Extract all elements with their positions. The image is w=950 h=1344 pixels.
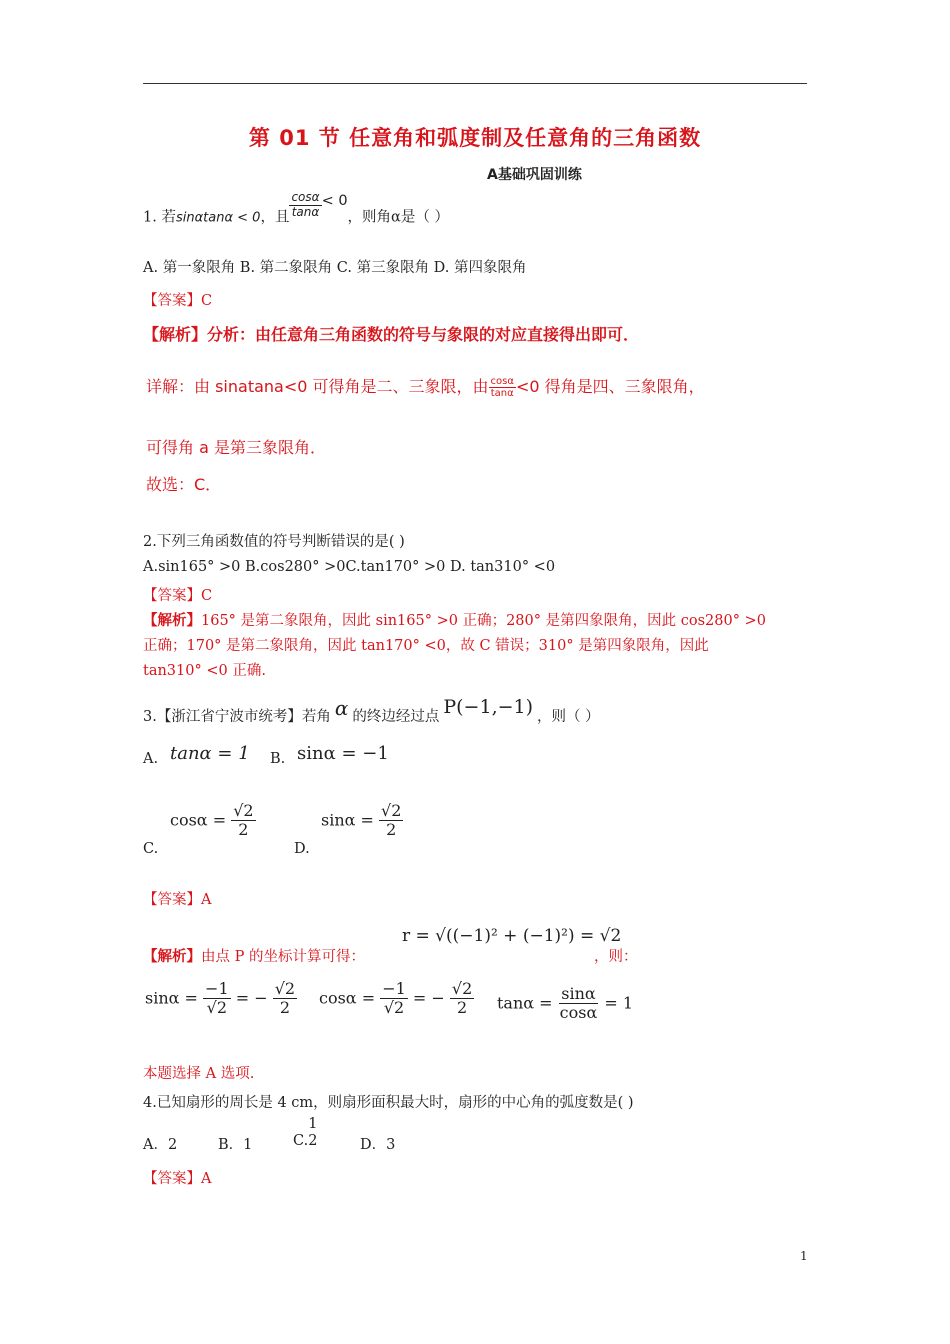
q3-stem: 3.【浙江省宁波市统考】若角 α 的终边经过点 P(−1,−1) ，则（ ） (143, 696, 600, 725)
q1-detail-fraction: $\frac{\cos\alpha}{\tan\alpha}$ (490, 375, 514, 399)
q1-condition: sinαtanα < 0 (175, 210, 261, 226)
q3-then: ，则： (594, 949, 638, 965)
q2-answer: 【答案】C (143, 588, 213, 604)
q3-analysis: 【解析】由点 P 的坐标计算可得： (143, 948, 365, 965)
q3-option-c-label: C. (143, 841, 159, 857)
q3-point: P(−1,−1) (443, 696, 534, 718)
q3-r-formula: r = √((−1)² + (−1)²) = √2 (402, 926, 622, 946)
q1-frac-rel: < 0 (321, 193, 348, 210)
q3-tan-formula: tanα = $\frac{\sin\alpha}{\cos\alpha}$ = 1 (497, 984, 634, 1023)
q1-answer: 【答案】C (143, 293, 213, 309)
q2-options: A.sin165° >0 B.cos280° >0C.tan170° >0 D. tan310° <0 (143, 559, 556, 575)
q3-option-b: sinα = −1 (297, 743, 389, 764)
q1-detail-line4: 故选：C． (146, 475, 222, 494)
q2-analysis-line2: 正确；170° 是第二象限角，因此 tan170° <0，故 C 错误；310° 是第四象限角，因此 (143, 638, 709, 654)
q1-detail: 详解：由 sinatana<0 可得角是二、三象限，由 $\frac{\cos\alpha}{\tan\alpha}$ <0 得角是四、三象限角， (146, 375, 705, 399)
q3-option-d: sinα = $\frac{√2}{2}$ (321, 801, 402, 840)
q2-analysis-line3: tan310° <0 正确. (143, 663, 266, 679)
q4-option-b: B．1 (218, 1137, 253, 1153)
q1-analysis: 【解析】分析：由任意角三角函数的符号与象限的对应直接得出即可． (143, 325, 640, 344)
q4-answer: 【答案】A (143, 1171, 212, 1187)
q3-answer: 【答案】A (143, 892, 212, 908)
q3-sin-formula: sinα = $\frac{-1}{√2}$ = − $\frac{√2}{2}$ (145, 979, 296, 1018)
q4-option-c: C. 1 2 (293, 1116, 318, 1149)
q1-options: A. 第一象限角 B. 第二象限角 C. 第三象限角 D. 第四象限角 (143, 260, 527, 276)
q1-stem (143, 190, 449, 232)
q1-mid: ，且 (260, 209, 290, 226)
page-number: 1 (800, 1249, 808, 1263)
q2-analysis-line1: 【解析】165° 是第二象限角，因此 sin165° >0 正确；280° 是第四象限角，因此 cos280° >0 (143, 612, 766, 629)
q3-option-a-label: A. (143, 751, 159, 767)
q1-detail-line3: 可得角 a 是第三象限角． (146, 438, 326, 457)
section-subtitle: A基础巩固训练 (487, 167, 582, 183)
header-rule (143, 83, 807, 84)
q1-prefix: 1. 若 (143, 209, 176, 226)
q3-option-b-label: B. (270, 751, 286, 767)
q3-option-c: cosα = $\frac{√2}{2}$ (170, 801, 254, 840)
q4-option-d: D．3 (360, 1137, 396, 1153)
q4-option-a: A．2 (143, 1137, 178, 1153)
q3-cos-formula: cosα = $\frac{-1}{√2}$ = − $\frac{√2}{2}$ (319, 979, 473, 1018)
q3-alpha: α (334, 696, 349, 720)
q3-option-a: tanα = 1 (170, 743, 250, 764)
page-title: 第 01 节 任意角和弧度制及任意角的三角函数 (248, 126, 702, 150)
q2-stem: 2.下列三角函数值的符号判断错误的是( ) (143, 534, 405, 550)
q4-stem: 4.已知扇形的周长是 4 cm，则扇形面积最大时，扇形的中心角的弧度数是( ) (143, 1095, 634, 1111)
q1-suffix: ，则角α是（ ） (347, 209, 449, 226)
q3-conclusion: 本题选择 A 选项. (143, 1066, 255, 1082)
q1-fraction: $\frac{\cos\alpha}{\tan\alpha}$ (291, 190, 320, 219)
q3-option-d-label: D. (294, 841, 310, 857)
